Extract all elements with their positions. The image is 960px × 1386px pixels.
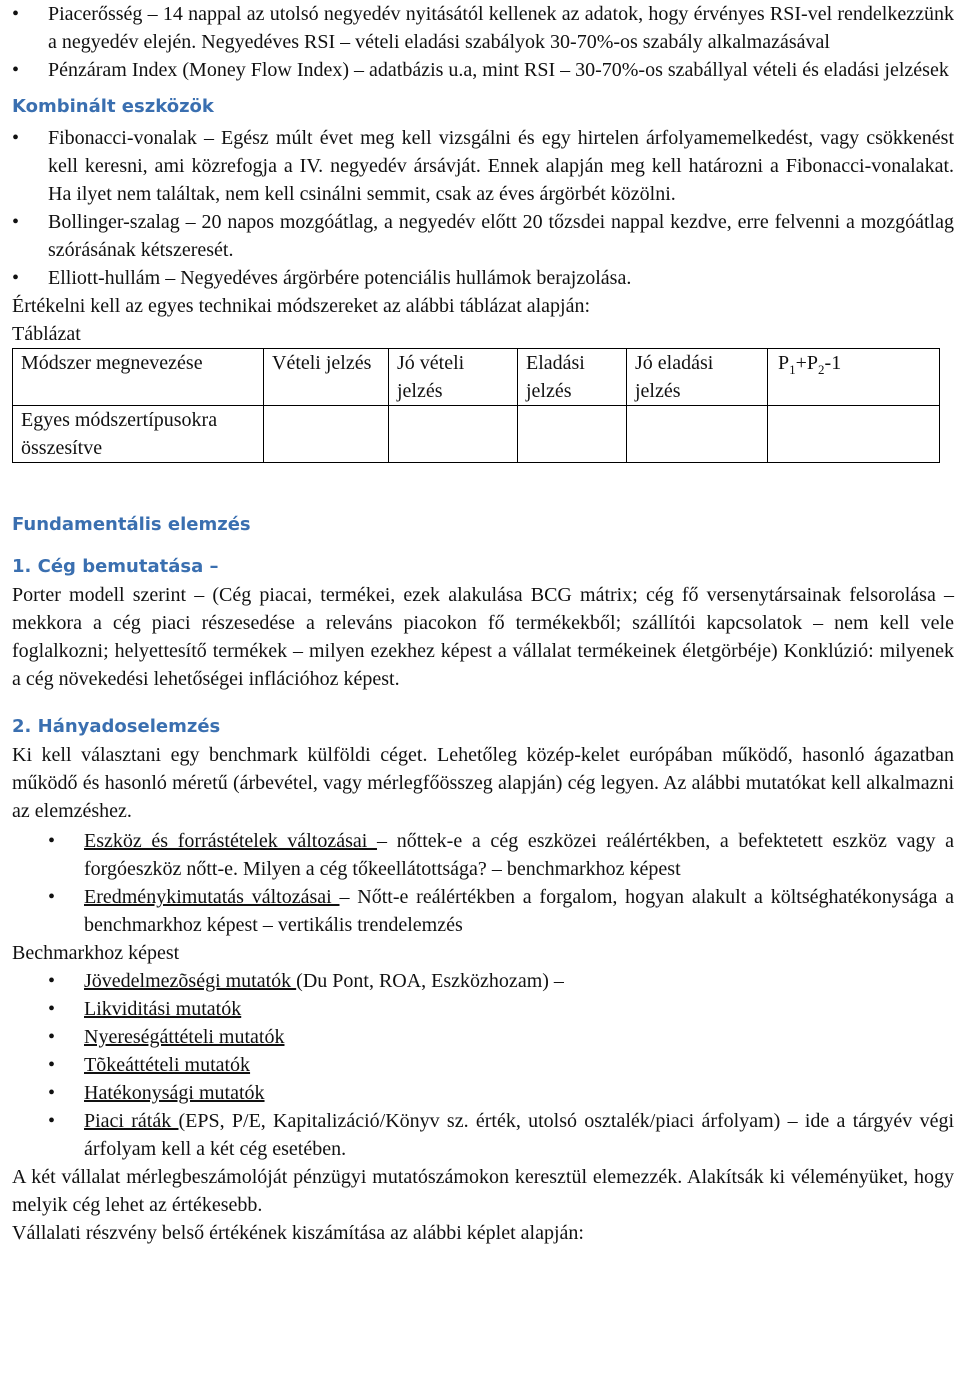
table-header-cell: Jó vételi jelzés [389,349,518,406]
table-header-cell: Módszer megnevezése [13,349,264,406]
benchmark-label: Bechmarkhoz képest [12,942,180,964]
table-row [13,406,940,463]
table-caption: Táblázat [12,323,81,345]
list-item-underlined: Tõkeáttételi mutatók [84,1054,251,1076]
list-item [12,56,954,84]
list-item-underlined: Eszköz és forrástételek változásai [84,830,378,852]
list-item-text: Pénzáram Index (Money Flow Index) – adatbázis u.a, mint RSI – 30-70%-os szabállyal vételi és eladási jelzések [48,59,949,81]
list-item [12,264,954,292]
list-item [12,883,954,939]
list-item-text: Bollinger-szalag – 20 napos mozgóátlag, a negyedév előtt 20 tőzsdei nappal kezdve, erre felvenni a mozgóátlag szórásának kétszeresét. [48,211,954,261]
evaluation-text: Értékelni kell az egyes technikai módszereket az alábbi táblázat alapján: [12,295,591,317]
formula-intro: Vállalati részvény belső értékének kiszámítása az alábbi képlet alapján: [12,1222,584,1244]
combined-tools-list [12,124,954,292]
list-item [12,0,954,56]
table-cell [768,406,940,463]
list-item [12,124,954,208]
formula-subscript: 1 [789,362,796,377]
table-header-cell: Jó eladási jelzés [627,349,768,406]
table-header-cell-formula [768,349,940,406]
list-item-dash: – [377,830,388,852]
table-header-cell: Eladási jelzés [518,349,627,406]
list-item-underlined: Nyereségáttételi mutatók [84,1026,285,1048]
list-item-dash: – [339,886,350,908]
indicator-list [12,967,954,1163]
formula-subscript: 2 [818,362,825,377]
list-item-underlined: Likviditási mutatók [84,998,242,1020]
porter-paragraph: Porter modell szerint – (Cég piacai, termékei, ezek alakulása BCG mátrix; cég fő versenytársainak felsorolása – mekkora a cég piaci részesedése a releváns piacokon fő termékekből; szállítói kapcsolatok – nem kell vele foglalkozni; helyettesítő termékek – milyen ezekhez képest a vállalat termékeinek életgörbéje) Konklúzió: milyenek a cég növekedési lehetőségei inflációhoz képest. [12,584,954,690]
table-cell [389,406,518,463]
section-heading-combined: Kombinált eszközök [12,96,214,117]
table-row [13,349,940,406]
section-heading-fundamental: Fundamentális elemzés [12,514,251,535]
list-item-text: (EPS, P/E, Kapitalizáció/Könyv sz. érték, utolsó osztalék/piaci árfolyam) – ide a tárgyév végi árfolyam kell a két cég esetében. [84,1110,954,1160]
table-cell [264,406,389,463]
table-cell [518,406,627,463]
evaluation-table [12,348,940,463]
list-item-underlined: Jövedelmezõségi mutatók [84,970,297,992]
list-item [12,1023,954,1051]
list-item [12,827,954,883]
list-item-text: Nőtt-e reálértékben a forgalom, hogyan alakult a költséghatékonysága a benchmarkhoz képest – vertikális trendelemzés [84,886,954,936]
list-item [12,1107,954,1163]
list-item-underlined: Hatékonysági mutatók [84,1082,265,1104]
list-item-underlined: Eredménykimutatás változásai [84,886,340,908]
change-analysis-list [12,827,954,939]
final-paragraph: A két vállalat mérlegbeszámolóját pénzügyi mutatószámokon keresztül elemezzék. Alakítsák ki véleményüket, hogy melyik cég lehet az értékesebb. [12,1166,954,1216]
list-item-text: Piacerősség – 14 nappal az utolsó negyedév nyitásától kellenek az adatok, hogy érvényes RSI-vel rendelkezzünk a negyedév elején. Negyedéves RSI – vételi eladási szabályok 30-70%-os szabály alkalmazásával [48,3,954,53]
table-header-cell: Vételi jelzés [264,349,389,406]
list-item-text: (Du Pont, ROA, Eszközhozam) – [296,970,564,992]
list-item-text: Elliott-hullám – Negyedéves árgörbére potenciális hullámok berajzolása. [48,267,632,289]
section-heading-ratio: 2. Hányadoselemzés [12,716,221,737]
list-item [12,967,954,995]
table-cell [627,406,768,463]
formula-part: +P [795,352,819,374]
list-item [12,1051,954,1079]
list-item [12,995,954,1023]
formula-part: -1 [824,352,842,374]
list-item [12,1079,954,1107]
list-item-text: nőttek-e a cég eszközei reálértékben, a befektetett eszköz vagy a forgóeszköz nőtt-e. Milyen a cég tőkeellátottsága? – benchmarkhoz képest [84,830,954,880]
formula-part: P [778,352,790,374]
list-item-underlined: Piaci ráták [84,1110,179,1132]
benchmark-paragraph: Ki kell választani egy benchmark külföldi céget. Lehetőleg közép-kelet európában működő, hasonló ágazatban működő és hasonló méretű (árbevétel, vagy mérlegfőösszeg alapján) cég legyen. Az alábbi mutatókat kell alkalmazni az elemzéshez. [12,744,954,822]
list-item-text: Fibonacci-vonalak – Egész múlt évet meg kell vizsgálni és egy hirtelen árfolyamemelkedést, vagy csökkenést kell keresni, ami közrefogja a IV. negyedév ársávját. Ennek alapján meg kell határozni a Fibonacci-vonalakat. Ha ilyet nem találtak, nem kell csinálni semmit, csak az éves árgörbét közölni. [48,127,954,205]
rsi-bullet-list [12,0,954,84]
table-cell: Egyes módszertípusokra összesítve [13,406,264,463]
section-heading-company: 1. Cég bemutatása – [12,556,219,577]
list-item [12,208,954,264]
